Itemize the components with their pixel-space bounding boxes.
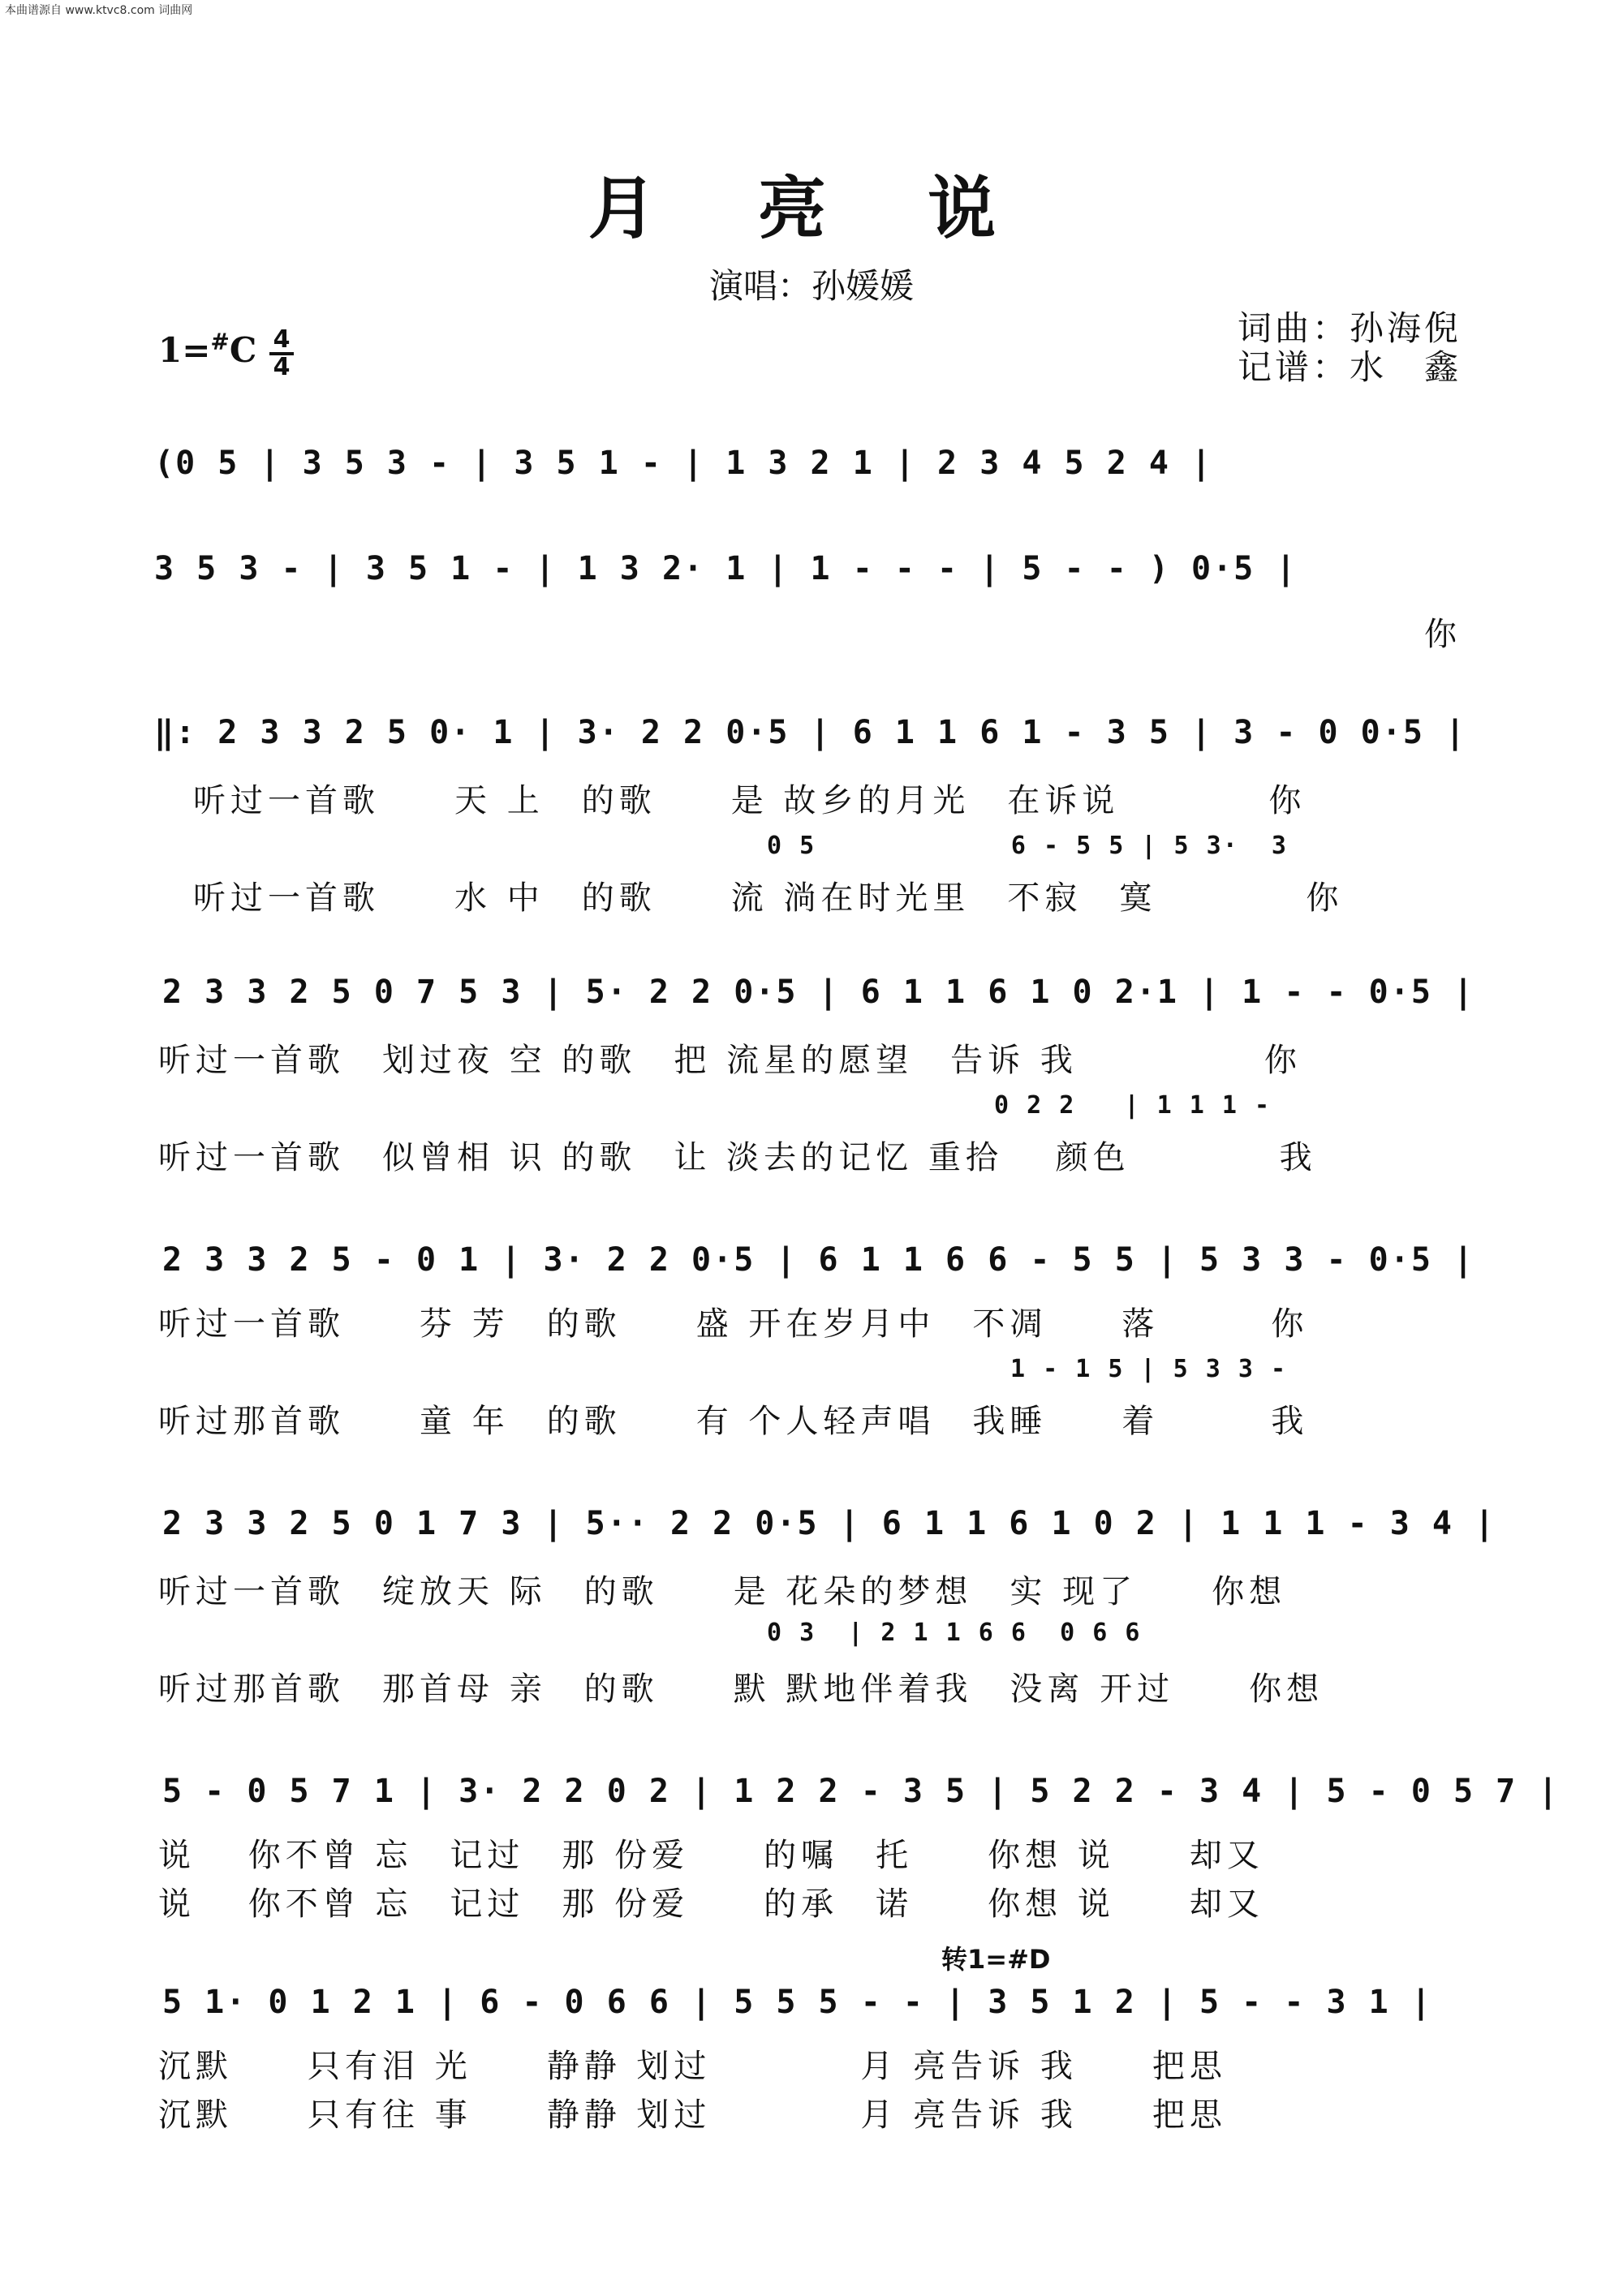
- lyric-line-8b: 沉默 只有往 事 静静 划过 月 亮告诉 我 把思: [158, 2096, 1227, 2134]
- singer-credit: 演唱：孙媛媛: [708, 266, 914, 306]
- notation-line-2: 3 5 3 - | 3 5 1 - | 1 3 2· 1 | 1 - - - | 5 - - ) 0·5 |: [154, 550, 1298, 587]
- lyric-line-4b: 听过一首歌 似曾相 识 的歌 让 淡去的记忆 重拾 颜色 我: [158, 1139, 1317, 1176]
- key-signature: 1=#C: [158, 329, 257, 370]
- lyric-line-5a: 听过一首歌 芬 芳 的歌 盛 开在岁月中 不凋 落 你: [158, 1305, 1309, 1343]
- source-note: 本曲谱源自 www.ktvc8.com 词曲网: [5, 4, 193, 17]
- notation-line-5: 2 3 3 2 5 - 0 1 | 3· 2 2 0·5 | 6 1 1 6 6 - 5 5 | 5 3 3 - 0·5 |: [162, 1241, 1475, 1279]
- lyric-line-7a: 说 你不曾 忘 记过 那 份爱 的嘱 托 你想 说 却又: [158, 1837, 1264, 1874]
- notation-line-8: 5 1· 0 1 2 1 | 6 - 0 6 6 | 5 5 5 - - | 3 5 1 2 | 5 - - 3 1 |: [162, 1984, 1432, 2021]
- lyric-line-7b: 说 你不曾 忘 记过 那 份爱 的承 诺 你想 说 却又: [158, 1885, 1264, 1923]
- song-title: 月 亮 说: [588, 168, 1035, 248]
- notation-line-7: 5 - 0 5 7 1 | 3· 2 2 0 2 | 1 2 2 - 3 5 | 5 2 2 - 3 4 | 5 - 0 5 7 |: [162, 1773, 1560, 1810]
- notation-line-1: (0 5 | 3 5 3 - | 3 5 1 - | 1 3 2 1 | 2 3 4 5 2 4 |: [154, 445, 1213, 482]
- time-signature: 4 4: [269, 328, 294, 380]
- alt-notation-line-4: 0 2 2 | 1 1 1 -: [994, 1091, 1272, 1120]
- lyric-line-3a: 听过一首歌 天 上 的歌 是 故乡的月光 在诉说 你: [193, 782, 1307, 819]
- lyrics-music-credit: 词曲：孙海倪: [1238, 308, 1462, 348]
- alt-notation-line-6: 0 3 | 2 1 1 6 6 0 6 6: [767, 1619, 1142, 1647]
- transcriber-credit: 记谱：水 鑫: [1238, 347, 1462, 387]
- lyric-line-5b: 听过那首歌 童 年 的歌 有 个人轻声唱 我睡 着 我: [158, 1403, 1309, 1440]
- lyric-line-8a: 沉默 只有泪 光 静静 划过 月 亮告诉 我 把思: [158, 2048, 1227, 2085]
- lyric-line-3b: 听过一首歌 水 中 的歌 流 淌在时光里 不寂 寞 你: [193, 879, 1344, 917]
- alt-notation-line-3: 0 5 6 - 5 5 | 5 3· 3: [767, 832, 1288, 860]
- lyric-line-6a: 听过一首歌 绽放天 际 的歌 是 花朵的梦想 实 现了 你想: [158, 1573, 1287, 1610]
- alt-notation-line-5: 1 - 1 5 | 5 3 3 -: [1010, 1355, 1288, 1383]
- notation-line-4: 2 3 3 2 5 0 7 5 3 | 5· 2 2 0·5 | 6 1 1 6 1 0 2·1 | 1 - - 0·5 |: [162, 974, 1475, 1011]
- lyric-line-2: 你: [1424, 616, 1462, 653]
- modulation-label: 转1=#D: [941, 1944, 1051, 1975]
- lyric-line-6b: 听过那首歌 那首母 亲 的歌 默 默地伴着我 没离 开过 你想: [158, 1670, 1324, 1708]
- lyric-line-4a: 听过一首歌 划过夜 空 的歌 把 流星的愿望 告诉 我 你: [158, 1042, 1302, 1079]
- notation-line-3: ‖: 2 3 3 2 5 0· 1 | 3· 2 2 0·5 | 6 1 1 6 1 - 3 5 | 3 - 0 0·5 |: [154, 714, 1467, 751]
- notation-line-6: 2 3 3 2 5 0 1 7 3 | 5·· 2 2 0·5 | 6 1 1 6 1 0 2 | 1 1 1 - 3 4 |: [162, 1505, 1496, 1542]
